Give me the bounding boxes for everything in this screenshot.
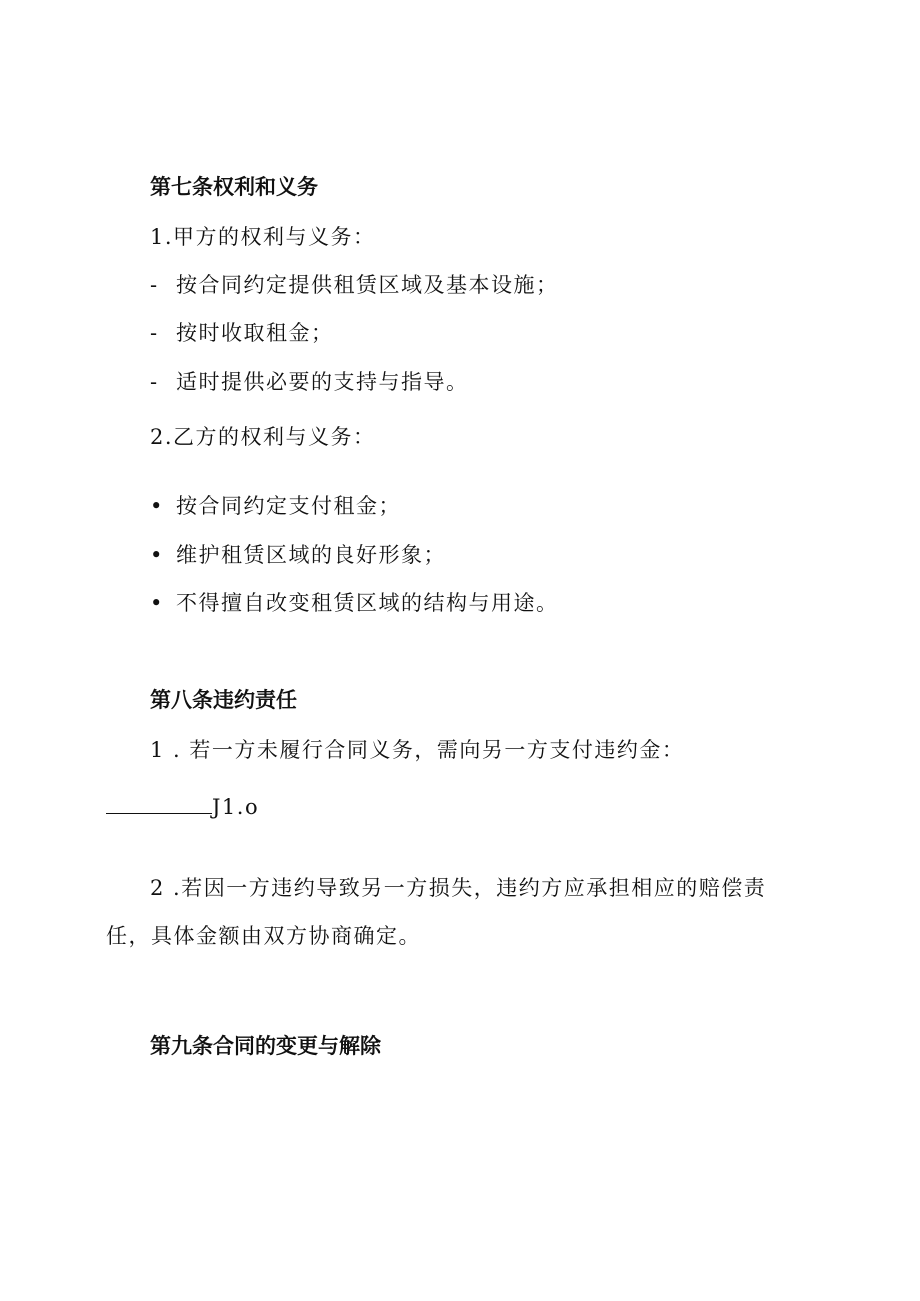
clause-2-text-line-1: 2 .若因一方违约导致另一方损失，违约方应承担相应的赔偿责: [150, 876, 767, 900]
list-item: [150, 588, 559, 618]
list-item: [150, 491, 401, 521]
fill-in-blank: [106, 793, 212, 814]
bullet-marker: •: [150, 591, 164, 615]
party-b-heading: 2.乙方的权利与义务：: [150, 425, 376, 449]
clause-1-tail: J1.o: [212, 795, 260, 819]
dash-marker: -: [150, 273, 159, 297]
party-a-heading: 1.甲方的权利与义务：: [150, 225, 376, 249]
bullet-marker: •: [150, 494, 164, 518]
dash-marker: -: [150, 321, 159, 345]
list-item-text: 维护租赁区域的良好形象；: [176, 543, 446, 567]
bullet-marker: •: [150, 543, 164, 567]
list-item-text: 按合同约定支付租金；: [176, 494, 401, 518]
clause-2-text-line-2: 任，具体金额由双方协商确定。: [106, 924, 421, 948]
list-item-text: 适时提供必要的支持与指导。: [176, 370, 469, 394]
list-item: [150, 318, 334, 348]
list-item-text: 按合同约定提供租赁区域及基本设施；: [176, 273, 559, 297]
dash-marker: -: [150, 370, 159, 394]
list-item: [150, 540, 446, 570]
clause-1-text: 1 . 若一方未履行合同义务，需向另一方支付违约金：: [150, 738, 685, 762]
section-7-title: 第七条权利和义务: [150, 175, 318, 199]
section-9-title: 第九条合同的变更与解除: [150, 1034, 381, 1058]
list-item: [150, 367, 469, 397]
list-item: [150, 270, 559, 300]
section-8-title: 第八条违约责任: [150, 688, 297, 712]
list-item-text: 不得擅自改变租赁区域的结构与用途。: [176, 591, 559, 615]
blank-line-row: [106, 792, 259, 822]
list-item-text: 按时收取租金；: [176, 321, 334, 345]
